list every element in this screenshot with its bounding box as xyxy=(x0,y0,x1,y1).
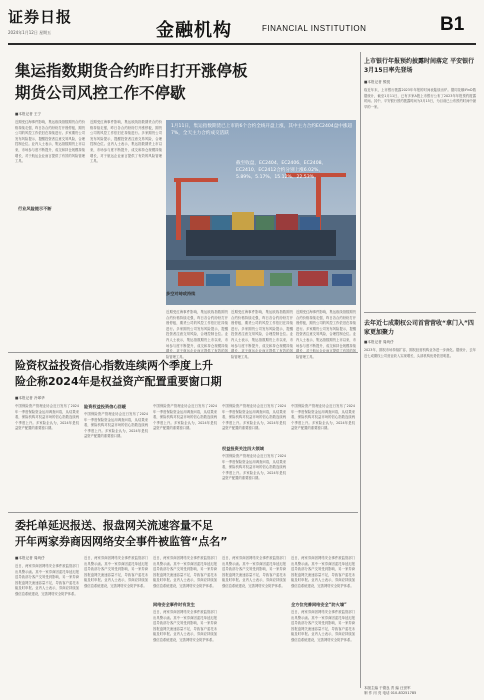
section-title-en: FINANCIAL INSTITUTION xyxy=(262,24,367,33)
bottom-headline-line1: 委托单延迟报送、报盘网关流速容量不足 xyxy=(15,519,213,532)
bottom-body-col5b: 近日，两家券商因网络安全事件被监管部门出具警示函。其中一家券商因委托单延迟报送导致部分客户交易受到影响，另一家券商因报盘网关流速容量不足，导致客户委托未能及时申报。业内人士表示，券商应持续加强信息系统建设，完善网络安全防护体系。 xyxy=(291,610,355,642)
lead-headline-line2: 期货公司风控工作不停歇 xyxy=(15,84,186,102)
masthead-rule xyxy=(8,43,476,45)
mid-body-col4: 中国保险资产管理业协会近日发布了2024年一季度保险资金运用调查问卷，从结果来看，保险机构对权益市场的信心指数连续两个季度上升。多家险企认为，2024年是权益资产配置的重要窗口期。 xyxy=(222,404,286,431)
mid-headline-line1: 险资权益投资信心指数连续两个季度上升 xyxy=(15,359,213,372)
section-divider xyxy=(8,512,358,513)
lead-body-col1: 近期受红海事件影响，集运欧线指数期货合约价格持续走强，昨日各合约纷纷打开涨停板，期货公司的风控工作依旧在持续进行。多家期货公司发布风险提示，提醒投资者注意交易风险，合理控制仓位。业内人士表示，集运指数期货上市以来，市场参与度不断提升，成交和持仓规模持续增长，对于航运企业而言提供了有效的风险管理工具。 xyxy=(15,120,85,164)
bottom-byline: ■本报记者 周尚伃 xyxy=(15,556,45,560)
right-headline-2: 去年近七成期权公司首营营收“拿门入”四家更加聚力 xyxy=(364,320,474,336)
mid-body-col1: 中国保险资产管理业协会近日发布了2024年一季度保险资金运用调查问卷，从结果来看，保险机构对权益市场的信心指数连续两个季度上升。多家险企认为，2024年是权益资产配置的重要窗口期。 xyxy=(15,404,79,431)
page-credits xyxy=(364,686,476,696)
issue-date: 2024年1月12日 星期五 xyxy=(8,30,52,35)
section-divider xyxy=(364,312,476,313)
lead-body-col3: 近期受红海事件影响，集运欧线指数期货合约价格持续走强，昨日各合约纷纷打开涨停板，期货公司的风控工作依旧在持续进行。多家期货公司发布风险提示，提醒投资者注意交易风险，合理控制仓位。业内人士表示，集运指数期货上市以来，市场参与度不断提升，成交和持仓规模持续 险管理工具。 xyxy=(166,310,228,359)
bottom-body-col1: 近日，两家券商因网络安全事件被监管部门出具警示函。其中一家券商因委托单延迟报送导致部分客户交易受到影响，另一家券商因报盘网关流速容量不足，导致客户委托未能及时申报。业内人士表示，券商应持续加强信息系统建设，完善网络安全防护体系。 xyxy=(15,564,79,596)
mid-body-col5: 中国保险资产管理业协会近日发布了2024年一季度保险资金运用调查问卷，从结果来看，保险机构对权益市场的信心指数连续两个季度上升。多家险企认为，2024年是权益资产配置的重要窗口期。 xyxy=(291,404,355,431)
lead-body-col5: 近期受红海事件影响，集运欧线指数期货合约价格持续走强，昨日各合约纷纷打开涨停板，期货公司的风控工作依旧在持续进行。多家期货公司发布风险提示，提醒投资者注意交易风险，合理控制仓位。业内人士表示，集运指数期货上市以来，市场参与度不断提升，成交和持仓规模持续 险管理工具。 xyxy=(296,310,356,359)
right-headline: 上市银行年报预约披露时间落定 平安银行3月15日率先登场 xyxy=(364,58,475,74)
lead-subhead-1: 行业风险提示不断 xyxy=(18,206,52,211)
credits-line-2: 制 作 闫 亮 电话 010-83251785 xyxy=(364,691,417,695)
bottom-subhead-2: 全方位完善网络安全“防火墙” xyxy=(291,602,347,607)
bottom-body-col4: 近日，两家券商因网络安全事件被监管部门出具警示函。其中一家券商因委托单延迟报送导致部分客户交易受到影响，另一家券商因报盘网关流速容量不足，导致客户委托未能及时申报。业内人士表示，券商应持续加强信息系统建设，完善网络安全防护体系。 xyxy=(222,556,286,588)
lead-body-col2: 近期受红海事件影响，集运欧线指数期货合约价格持续走强，昨日各合约纷纷打开涨停板，期货公司的风控工作依旧在持续进行。多家期货公司发布风险提示，提醒投资者注意交易风险，合理控制仓位。业内人士表示，集运指数期货上市以来，市场参与度不断提升，成交和持仓规模持续增长，对于航运企业而言提供了有效的风险管理工具。 xyxy=(90,120,162,164)
lead-headline xyxy=(15,60,355,104)
section-title: 金融机构 xyxy=(156,20,232,41)
masthead xyxy=(0,0,484,44)
bottom-headline xyxy=(15,518,355,550)
lead-byline: ■本报记者 王宁 xyxy=(15,112,42,116)
mid-headline-line2: 险企称2024年是权益资产配置重要窗口期 xyxy=(15,375,222,388)
bottom-body-col5: 近日，两家券商因网络安全事件被监管部门出具警示函。其中一家券商因委托单延迟报送导致部分客户交易受到影响，另一家券商因报盘网关流速容量不足，导致客户委托未能及时申报。业内人士表示，券商应持续加强信息系统建设，完善网络安全防护体系。 xyxy=(291,556,355,588)
lead-body-col4: 近期受红海事件影响，集运欧线指数期货合约价格持续走强，昨日各合约纷纷打开涨停板，期货公司的风控工作依旧在持续进行。多家期货公司发布风险提示，提醒投资者注意交易风险，合理控制仓位。业内人士表示，集运指数期货上市以来，市场参与度不断提升，成交和持仓规模持续 险管理工具。 xyxy=(231,310,293,359)
bottom-body-col3: 近日，两家券商因网络安全事件被监管部门出具警示函。其中一家券商因委托单延迟报送导致部分客户交易受到影响，另一家券商因报盘网关流速容量不足，导致客户委托未能及时申报。业内人士表示，券商应持续加强信息系统建设，完善网络安全防护体系。 xyxy=(153,556,217,588)
bottom-subhead-1: 网络安全事件时有发生 xyxy=(153,602,195,607)
lead-subhead-2: 多空对峙或持续 xyxy=(166,291,196,296)
section-divider xyxy=(8,352,358,353)
mid-subhead-2: 权益投资关注四大领域 xyxy=(222,446,264,451)
newspaper-logo: 证券日报 xyxy=(8,8,73,26)
column-divider xyxy=(360,52,361,688)
bottom-headline-line2: 开年两家券商因网络安全事件被监管“点名” xyxy=(15,535,228,548)
right-byline: ■本报记者 熊悦 xyxy=(364,80,391,84)
mid-body-col3: 中国保险资产管理业协会近日发布了2024年一季度保险资金运用调查问卷，从结果来看，保险机构对权益市场的信心指数连续两个季度上升。多家险企认为，2024年是权益资产配置的重要窗口期。 xyxy=(153,404,217,431)
mid-body-col2: 中国保险资产管理业协会近日发布了2024年一季度保险资金运用调查问卷，从结果来看，保险机构对权益市场的信心指数连续两个季度上升。多家险企认为，2024年是权益资产配置的重要窗口期。 xyxy=(84,412,148,439)
mid-byline: ■本报记者 冷翠华 xyxy=(15,396,45,400)
container-port-image xyxy=(166,120,356,305)
bottom-body-col3b: 近日，两家券商因网络安全事件被监管部门出具警示函。其中一家券商因委托单延迟报送导致部分客户交易受到影响，另一家券商因报盘网关流速容量不足，导致客户委托未能及时申报。业内人士表示，券商应持续加强信息系统建设，完善网络安全防护体系。 xyxy=(153,610,217,642)
right-body: 临近年末，上市银行披露2023年年报的时间表陆续出炉。据同花顺iFinD数据统计，截至1月11日，已有多家A股上市银行公布了2023年年报预约披露时间。其中，平安银行预约披露时间为3月15日，为目前已公布预约时间中最早的一家。 xyxy=(364,88,476,109)
mid-body-col4b: 中国保险资产管理业协会近日发布了2024年一季度保险资金运用调查问卷，从结果来看，保险机构对权益市场的信心指数连续两个季度上升。多家险企认为，2024年是权益资产配置的重要窗口期。 xyxy=(222,454,286,481)
right-byline-2: ■本报记者 周尚伃 xyxy=(364,340,394,344)
mid-subhead-1: 险资权益投资信心回暖 xyxy=(84,404,126,409)
right-body-2: 2023年，期权市场持续扩容，期权经营机构业务进一步深化。据统计，去年近七成期权公司营业收入实现增长，头部机构优势依旧明显。 xyxy=(364,348,476,358)
bottom-body-col2: 近日，两家券商因网络安全事件被监管部门出具警示函。其中一家券商因委托单延迟报送导致部分客户交易受到影响，另一家券商因报盘网关流速容量不足，导致客户委托未能及时申报。业内人士表示，券商应持续加强信息系统建设，完善网络安全防护体系。 xyxy=(84,556,148,588)
lead-headline-line1: 集运指数期货合约昨日打开涨停板 xyxy=(15,62,248,80)
credits-line-1: 本版主编 于德良 责 编 汪世军 xyxy=(364,686,411,690)
page-number: B1 xyxy=(440,14,465,35)
photo-caption-1: 1月11日，集运指数期货已上市的6个合约全线开盘上涨，其中主力合约EC2404盘中涨超7%，全天主力合约成交活跃 xyxy=(171,124,353,136)
photo-caption-2: 截至收盘，EC2404、EC2406、EC2408、EC2410、EC2412合约分别上涨6.02%、5.89%、5.17%、15.12%、22.53% xyxy=(236,161,327,180)
port-photo xyxy=(166,120,356,305)
mid-headline xyxy=(15,358,355,390)
